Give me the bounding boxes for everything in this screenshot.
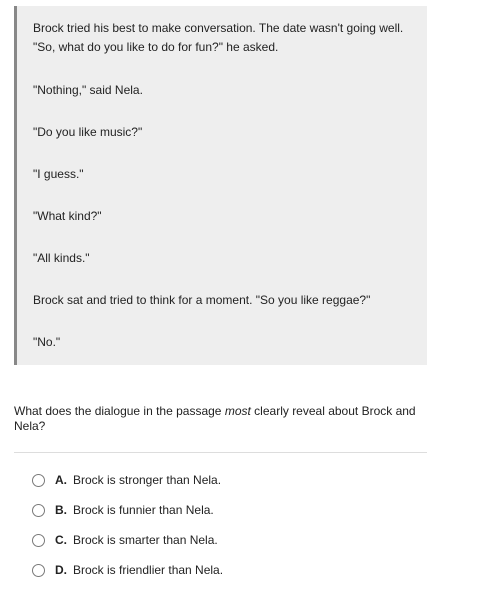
question-emphasis: most xyxy=(224,404,251,418)
option-text: Brock is funnier than Nela. xyxy=(73,503,214,517)
question-prompt xyxy=(14,404,426,433)
passage-line: "All kinds." xyxy=(33,251,90,265)
option-letter: D. xyxy=(55,563,67,577)
passage-line: "So, what do you like to do for fun?" he asked. xyxy=(33,40,279,54)
answer-option-d[interactable] xyxy=(32,561,223,579)
option-text: Brock is smarter than Nela. xyxy=(73,533,218,547)
passage-line: Brock tried his best to make conversation. The date wasn't going well. xyxy=(33,21,404,35)
radio-button-icon[interactable] xyxy=(32,474,45,487)
answer-option-a[interactable] xyxy=(32,471,221,489)
option-letter: A. xyxy=(55,473,67,487)
passage-line: "What kind?" xyxy=(33,209,102,223)
radio-button-icon[interactable] xyxy=(32,504,45,517)
question-text-end: clearly reveal about Brock and Nela? xyxy=(14,404,416,433)
option-letter: C. xyxy=(55,533,67,547)
option-letter: B. xyxy=(55,503,67,517)
option-text: Brock is friendlier than Nela. xyxy=(73,563,224,577)
passage-line: "Do you like music?" xyxy=(33,125,143,139)
answer-option-b[interactable] xyxy=(32,501,214,519)
answer-option-c[interactable] xyxy=(32,531,218,549)
passage-line: Brock sat and tried to think for a moment. "So you like reggae?" xyxy=(33,293,371,307)
question-text-start: What does the dialogue in the passage xyxy=(14,404,225,418)
radio-button-icon[interactable] xyxy=(32,534,45,547)
passage-line: "I guess." xyxy=(33,167,84,181)
reading-passage xyxy=(14,6,427,365)
option-text: Brock is stronger than Nela. xyxy=(73,473,222,487)
passage-line: "No." xyxy=(33,335,61,349)
passage-line: "Nothing," said Nela. xyxy=(33,83,143,97)
divider xyxy=(14,452,427,453)
radio-button-icon[interactable] xyxy=(32,564,45,577)
